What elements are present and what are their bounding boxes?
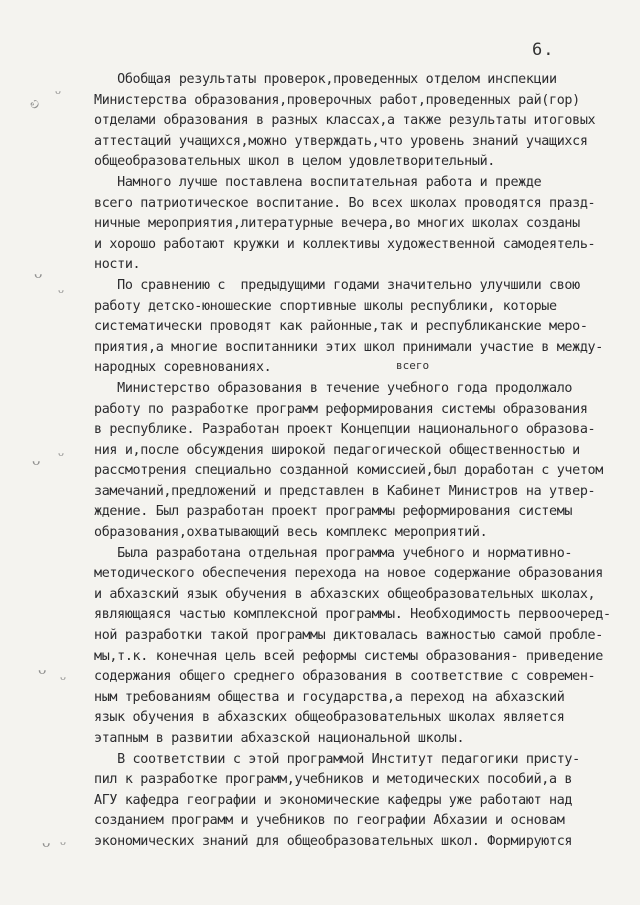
text-line: ной разработки такой программы диктовалась важностью самой пробле- xyxy=(94,628,603,644)
text-line: Обобщая результаты проверок,проведенных отделом инспекции xyxy=(94,72,557,87)
text-line: созданием программ и учебников по географии Абхазии и основам xyxy=(94,813,565,829)
text-line: работу по разработке программ реформирования системы образования xyxy=(94,401,588,417)
text-line: отделами образования в разных классах,а также результаты итоговых xyxy=(94,113,596,129)
text-line: всего патриотическое воспитание. Во всех школах проводятся празд- xyxy=(94,195,596,211)
text-line: ния и,после обсуждения широкой педагогической общественностью и xyxy=(94,442,580,458)
text-line: ждение. Был разработан проект программы реформирования системы xyxy=(94,504,573,520)
page-number: 6. xyxy=(532,40,555,60)
text-line: пил к разработке программ,учебников и методических пособий,а в xyxy=(94,772,573,788)
text-line: ничные мероприятия,литературные вечера,во многих школах созданы xyxy=(94,216,580,232)
text-line: Министерства образования,проверочных работ,проведенных рай(гор) xyxy=(94,92,580,108)
text-line: ным требованиям общества и государства,а переход на абхазский xyxy=(94,689,565,705)
margin-mark: ᴗ xyxy=(58,285,65,296)
document-body xyxy=(94,70,611,853)
text-line: аттестаций учащихся,можно утверждать,что уровень знаний учащихся xyxy=(94,133,588,149)
text-line: и абхазский язык обучения в абхазских общеобразовательных школах, xyxy=(94,586,596,602)
text-line: приятия,а многие воспитанники этих школ принимали участие в между- xyxy=(94,339,603,355)
margin-mark: ಲ xyxy=(25,94,44,114)
text-line: замечаний,предложений и представлен в Кабинет Министров на утвер- xyxy=(94,483,596,499)
text-line: методического обеспечения перехода на новое содержание образования xyxy=(94,566,603,582)
text-line: Была разработана отдельная программа учебного и нормативно- xyxy=(94,545,573,561)
text-line: общеобразовательных школ в целом удовлетворительный. xyxy=(94,154,496,170)
margin-mark: ᴗ xyxy=(58,448,65,459)
text-line: экономических знаний для общеобразовательных школ. Формируются xyxy=(94,833,573,849)
text-line: По сравнению с предыдущими годами значительно улучшили свою xyxy=(94,277,580,293)
text-line: этапным в развитии абхазской национальной школы. xyxy=(94,731,465,746)
text-line: АГУ кафедра географии и экономические кафедры уже работают над xyxy=(94,792,573,808)
text-line: систематически проводят как районные,так и республиканские меро- xyxy=(94,319,588,335)
text-line: рассмотрения специально созданной комиссией,был доработан с учетом xyxy=(94,463,603,479)
text-line: народных соревнованиях. xyxy=(94,360,272,376)
text-line: образования,охватывающий весь комплекс мероприятий. xyxy=(94,525,488,541)
text-line: ности. xyxy=(94,257,141,273)
text-line: в республике. Разработан проект Концепции национального образова- xyxy=(94,422,596,438)
margin-mark: ᴗ xyxy=(55,86,62,97)
text-line: являющаяся частью комплексной программы. Необходимость первоочеред- xyxy=(94,607,611,623)
text-line: Министерство образования в течение учебного года продолжало xyxy=(94,380,573,396)
text-line: Намного лучше поставлена воспитательная работа и прежде xyxy=(94,174,542,190)
text-line: и хорошо работают кружки и коллективы художественной самодеятель- xyxy=(94,236,596,252)
margin-mark: ᴗ xyxy=(34,266,43,282)
margin-mark: ᴗ xyxy=(60,672,67,683)
margin-mark: ᴗ xyxy=(38,662,47,678)
handwritten-insert: всего xyxy=(396,359,430,372)
text-line: В соответствии с этой программой Институт педагогики присту- xyxy=(94,751,580,767)
text-line: язык обучения в абхазских общеобразовательных школах является xyxy=(94,710,565,726)
text-line: работу детско-юношеские спортивные школы республики, которые xyxy=(94,298,557,314)
margin-mark: ᴗ xyxy=(32,453,41,469)
margin-mark: ᴗ xyxy=(42,835,51,851)
text-line: мы,т.к. конечная цель всей реформы системы образования- приведение xyxy=(94,648,603,664)
text-line: содержания общего среднего образования в соответствие с современ- xyxy=(94,669,596,685)
margin-mark: ᴗ xyxy=(60,837,67,848)
